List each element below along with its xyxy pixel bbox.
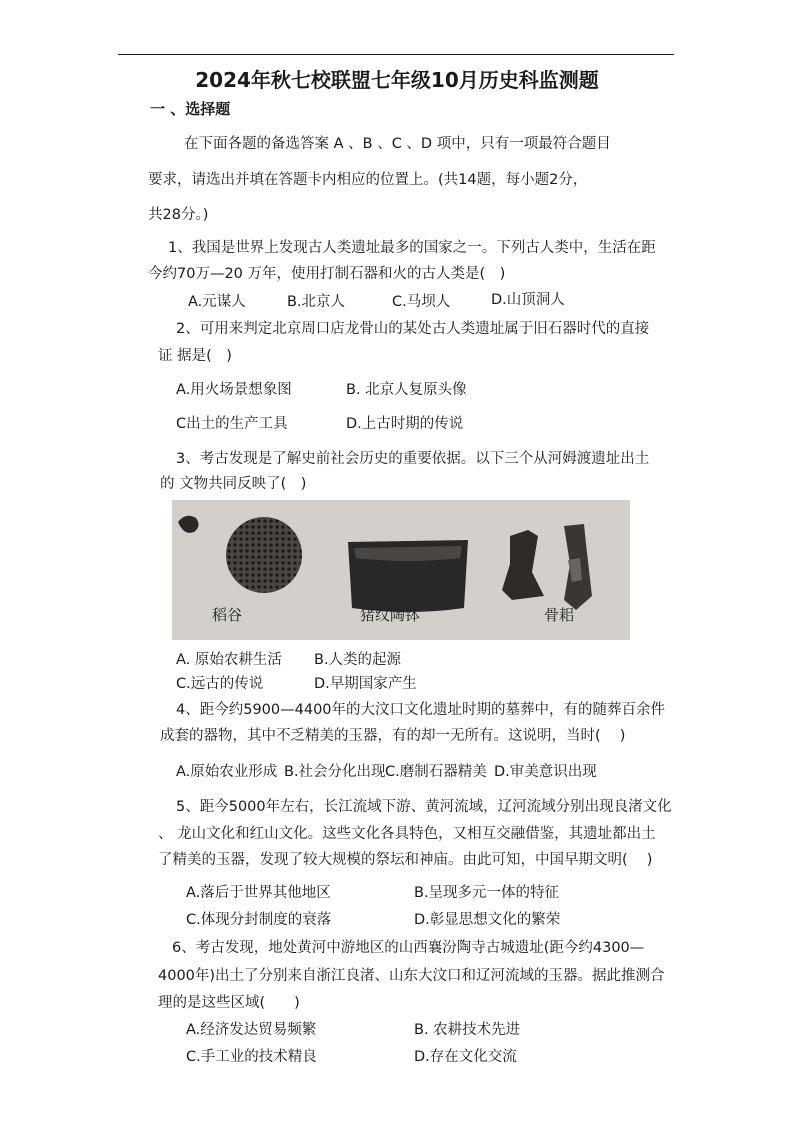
question-4-option-a: A.原始农业形成 xyxy=(176,764,278,780)
question-4-option-d: D.审美意识出现 xyxy=(494,764,597,780)
page-title: 2024年秋七校联盟七年级10月历史科监测题 xyxy=(195,68,599,92)
question-4-stem: 4、距今约5900—4400年的大汶口文化遗址时期的墓葬中，有的随葬百余件 xyxy=(176,702,666,718)
question-3-option-a: A. 原始农耕生活 xyxy=(176,652,282,668)
section-heading: 一 、选择题 xyxy=(150,100,231,118)
question-3-stem: 的 文物共同反映了( ) xyxy=(160,476,307,492)
question-3-option-d: D.早期国家产生 xyxy=(314,676,417,692)
question-4-stem: 成套的器物，其中不乏精美的玉器，有的却一无所有。这说明，当时( ) xyxy=(160,728,626,744)
artifact-photo xyxy=(172,500,630,640)
question-5-option-d: D.彰显思想文化的繁荣 xyxy=(414,912,561,928)
question-2-option-a: A.用火场景想象图 xyxy=(176,382,292,398)
question-6-option-a: A.经济发达贸易频繁 xyxy=(186,1022,317,1038)
pottery-bowl-icon xyxy=(348,540,468,612)
question-2-option-d: D.上古时期的传说 xyxy=(346,416,464,432)
question-2-stem: 2、可用来判定北京周口店龙骨山的某处古人类遗址属于旧石器时代的直接 xyxy=(176,321,650,337)
question-1-option-a: A.元谋人 xyxy=(188,294,246,310)
question-5-stem: 5、距今5000年左右，长江流域下游、黄河流域，辽河流域分别出现良渚文化 xyxy=(176,799,672,815)
question-5-stem: 、 龙山文化和红山文化。这些文化各具特色，又相互交融借鉴，其遗址都出土 xyxy=(158,826,656,842)
question-3-stem: 3、考古发现是了解史前社会历史的重要依据。以下三个从河姆渡遗址出土 xyxy=(176,451,650,467)
question-6-option-c: C.手工业的技术精良 xyxy=(186,1049,317,1065)
question-3-option-c: C.远古的传说 xyxy=(176,676,264,692)
question-5-option-c: C.体现分封制度的衰落 xyxy=(186,912,332,928)
question-5-option-b: B.呈现多元一体的特征 xyxy=(414,885,560,901)
instructions-line: 共28分。) xyxy=(148,207,209,223)
instructions-line: 在下面各题的备选答案 A 、B 、C 、D 项中，只有一项最符合题目 xyxy=(184,136,611,152)
question-1-stem: 今约70万—20 万年，使用打制石器和火的古人类是( ) xyxy=(148,266,506,282)
question-6-stem: 6、考古发现，地处黄河中游地区的山西襄汾陶寺古城遗址(距今约4300— xyxy=(172,940,645,956)
caption-rice: 稻谷 xyxy=(212,606,243,624)
question-5-stem: 了精美的玉器，发现了较大规模的祭坛和神庙。由此可知，中国早期文明( ) xyxy=(158,852,653,868)
question-6-stem: 4000年)出土了分别来自浙江良渚、山东大汶口和辽河流域的玉器。据此推测合 xyxy=(158,968,665,984)
question-6-option-d: D.存在文化交流 xyxy=(414,1049,517,1065)
question-3-option-b: B.人类的起源 xyxy=(314,652,402,668)
instructions-line: 要求，请选出并填在答题卡内相应的位置上。(共14题，每小题2分， xyxy=(148,172,588,188)
question-4-option-c: C.磨制石器精美 xyxy=(385,764,487,780)
question-1-stem: 1、我国是世界上发现古人类遗址最多的国家之一。下列古人类中，生活在距 xyxy=(168,240,656,256)
rice-grain-icon xyxy=(178,516,302,593)
question-6-option-b: B. 农耕技术先进 xyxy=(414,1022,521,1038)
question-1-option-d: D.山顶洞人 xyxy=(491,292,565,308)
question-4-option-b: B.社会分化出现 xyxy=(284,764,386,780)
header-rule xyxy=(118,54,674,55)
question-2-option-c: C出土的生产工具 xyxy=(176,416,288,432)
caption-spade: 骨耜 xyxy=(544,606,575,624)
question-2-stem: 证 据是( ) xyxy=(158,348,232,364)
question-1-option-c: C.马坝人 xyxy=(392,294,451,310)
bone-spade-icon xyxy=(502,524,592,610)
question-5-option-a: A.落后于世界其他地区 xyxy=(186,885,331,901)
question-6-stem: 理的是这些区域( ) xyxy=(158,995,300,1011)
caption-bowl: 猪纹陶钵 xyxy=(360,606,421,624)
question-1-option-b: B.北京人 xyxy=(287,294,346,310)
question-2-option-b: B. 北京人复原头像 xyxy=(346,382,467,398)
